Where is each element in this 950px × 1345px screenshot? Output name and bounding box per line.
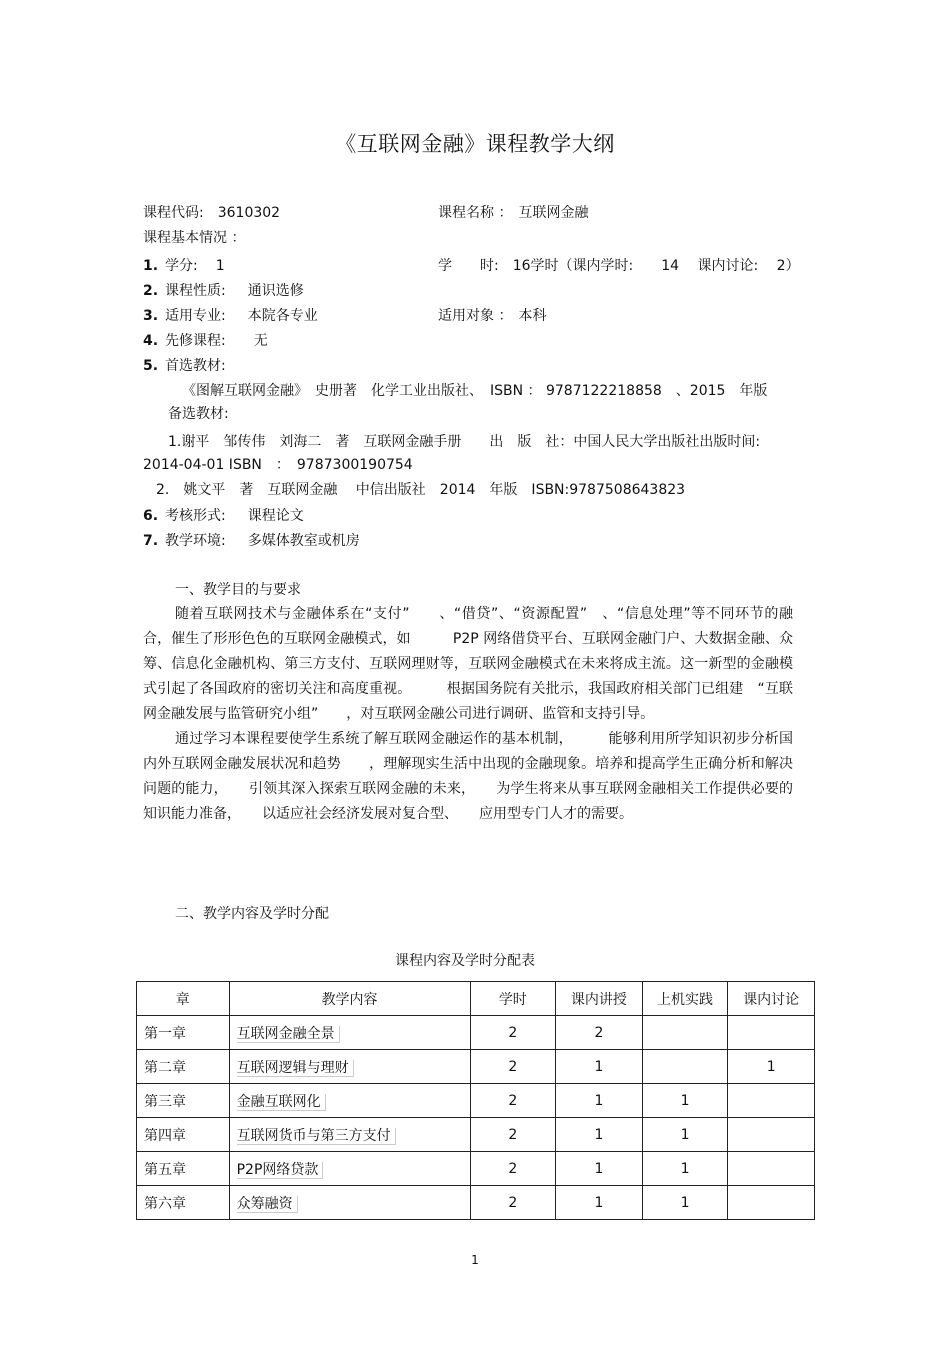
cell-lecture: 1 (556, 1152, 643, 1186)
cell-content-text: P2P网络贷款 (237, 1162, 324, 1179)
major-num: 3. (143, 308, 159, 324)
cell-hours: 2 (470, 1084, 556, 1118)
cell-hours: 2 (470, 1118, 556, 1152)
header-hours: 学时 (470, 982, 556, 1016)
prereq-num: 4. (143, 333, 159, 349)
section-1-paragraph-2: 通过学习本课程要使学生系统了解互联网金融运作的基本机制， 能够利用所学知识初步分析国内外互联网金融发展状况和趋势 ，理解现实生活中出现的金融现象。培养和提高学生正确分析和解决问题的能力， 引领其深入探索互联网金融的未来， 为学生将来从事互联网金融相关工作提供必要的知识能力准备， 以适应社会经济发展对复合型、 应用型专门人才的需要。 (143, 731, 793, 822)
target-line (438, 307, 546, 325)
cell-content (229, 1084, 470, 1118)
cell-hours: 2 (470, 1152, 556, 1186)
alt-textbook-1-line2: 2014-04-01 ISBN ： 9787300190754 (143, 457, 413, 473)
major-line (143, 307, 318, 325)
prereq-value: 无 (253, 333, 268, 349)
cell-content (229, 1050, 470, 1084)
page-title: 《互联网金融》课程教学大纲 (335, 132, 615, 156)
header-discussion: 课内讨论 (728, 982, 815, 1016)
cell-lecture: 2 (556, 1016, 643, 1050)
textbook-line (143, 357, 226, 375)
cell-content (229, 1186, 470, 1220)
env-num: 7. (143, 533, 159, 549)
cell-lab (642, 1016, 728, 1050)
section-1-heading: 一、教学目的与要求 (175, 582, 301, 598)
cell-lecture: 1 (556, 1118, 643, 1152)
hours-label: 学 时: (438, 258, 499, 274)
target-value: 本科 (518, 308, 547, 324)
cell-content-text: 互联网逻辑与理财 (237, 1060, 354, 1077)
textbook-label: 首选教材: (165, 358, 226, 374)
header-lab: 上机实践 (642, 982, 728, 1016)
cell-lab: 1 (642, 1084, 728, 1118)
credit-label: 学分: (165, 258, 198, 274)
cell-chapter: 第四章 (137, 1118, 230, 1152)
env-line (143, 532, 360, 550)
cell-lecture: 1 (556, 1186, 643, 1220)
section-1-paragraph-1: 随着互联网技术与金融体系在“支付” 、“借贷”、“资源配置” 、“信息处理”等不同环节的融合，催生了形形色色的互联网金融模式，如 P2P 网络借贷平台、互联网金融门户、大数据金融、众筹、信息化金融机构、第三方支付、互联网理财等，互联网金融模式在未来将成主流。这一新型的金融模式引起了各国政府的密切关注和高度重视。 根据国务院有关批示，我国政府相关部门已组建 “互联网金融发展与监管研究小组” ，对互联网金融公司进行调研、监管和支持引导。 (143, 606, 793, 722)
nature-value: 通识选修 (247, 283, 304, 299)
cell-discussion (728, 1118, 815, 1152)
cell-chapter: 第二章 (137, 1050, 230, 1084)
table-row (137, 1118, 815, 1152)
cell-discussion (728, 1084, 815, 1118)
target-label: 适用对象 ： (438, 308, 513, 324)
assess-line (143, 507, 304, 525)
table-row (137, 1016, 815, 1050)
cell-discussion: 1 (728, 1050, 815, 1084)
table-row (137, 1152, 815, 1186)
cell-content-text: 金融互联网化 (237, 1094, 326, 1111)
table-header-row (137, 982, 815, 1016)
header-chapter: 章 (137, 982, 230, 1016)
section-2-heading: 二、教学内容及学时分配 (175, 906, 329, 922)
env-label: 教学环境: (165, 533, 226, 549)
cell-chapter: 第六章 (137, 1186, 230, 1220)
table-row (137, 1050, 815, 1084)
cell-lecture: 1 (556, 1084, 643, 1118)
hours-line (438, 257, 800, 275)
course-name-value: 互联网金融 (518, 205, 589, 221)
cell-discussion (728, 1186, 815, 1220)
cell-hours: 2 (470, 1016, 556, 1050)
table-caption: 课程内容及学时分配表 (395, 953, 535, 969)
course-name (438, 204, 588, 222)
textbook-detail: 《图解互联网金融》 史册著 化学工业出版社、 ISBN ： 9787122218858 、2015 年版 (182, 383, 768, 399)
table-row (137, 1084, 815, 1118)
cell-content (229, 1118, 470, 1152)
cell-hours: 2 (470, 1186, 556, 1220)
cell-content (229, 1152, 470, 1186)
cell-lab (642, 1050, 728, 1084)
cell-content-text: 互联网金融全景 (237, 1026, 340, 1043)
cell-discussion (728, 1152, 815, 1186)
credit-line (143, 257, 225, 275)
section-1-body (143, 602, 793, 827)
cell-content (229, 1016, 470, 1050)
cell-content-text: 互联网货币与第三方支付 (237, 1128, 396, 1145)
cell-discussion (728, 1016, 815, 1050)
alt-textbook-1-line1: 1.谢平 邹传伟 刘海二 著 互联网金融手册 出 版 社：中国人民大学出版社出版时间: (168, 434, 761, 450)
cell-lab: 1 (642, 1118, 728, 1152)
alt-textbook-2: 2. 姚文平 著 互联网金融 中信出版社 2014 年版 ISBN:9787508643823 (156, 482, 686, 498)
table-row (137, 1186, 815, 1220)
cell-hours: 2 (470, 1050, 556, 1084)
course-code-value: 3610302 (217, 205, 281, 221)
cell-chapter: 第五章 (137, 1152, 230, 1186)
textbook-num: 5. (143, 358, 159, 374)
nature-line (143, 282, 304, 300)
alt-textbook-label: 备选教材: (168, 406, 229, 422)
hours-table (136, 981, 815, 1220)
env-value: 多媒体教室或机房 (247, 533, 360, 549)
cell-lecture: 1 (556, 1050, 643, 1084)
hours-value: 16学时（课内学时: 14 课内讨论: 2） (512, 258, 800, 274)
assess-value: 课程论文 (247, 508, 304, 524)
course-code (143, 204, 280, 222)
prereq-label: 先修课程: (165, 333, 226, 349)
header-lecture: 课内讲授 (556, 982, 643, 1016)
credit-value: 1 (215, 258, 225, 274)
assess-num: 6. (143, 508, 159, 524)
course-name-label: 课程名称 ： (438, 205, 513, 221)
header-content: 教学内容 (229, 982, 470, 1016)
cell-content-text: 众筹融资 (237, 1196, 298, 1213)
nature-num: 2. (143, 283, 159, 299)
credit-num: 1. (143, 258, 159, 274)
nature-label: 课程性质: (165, 283, 226, 299)
basic-info-label: 课程基本情况 ： (143, 230, 246, 246)
cell-chapter: 第一章 (137, 1016, 230, 1050)
major-value: 本院各专业 (247, 308, 318, 324)
page-number: 1 (471, 1253, 479, 1267)
cell-chapter: 第三章 (137, 1084, 230, 1118)
assess-label: 考核形式: (165, 508, 226, 524)
prereq-line (143, 332, 268, 350)
cell-lab: 1 (642, 1186, 728, 1220)
cell-lab: 1 (642, 1152, 728, 1186)
major-label: 适用专业: (165, 308, 226, 324)
course-code-label: 课程代码: (143, 205, 204, 221)
